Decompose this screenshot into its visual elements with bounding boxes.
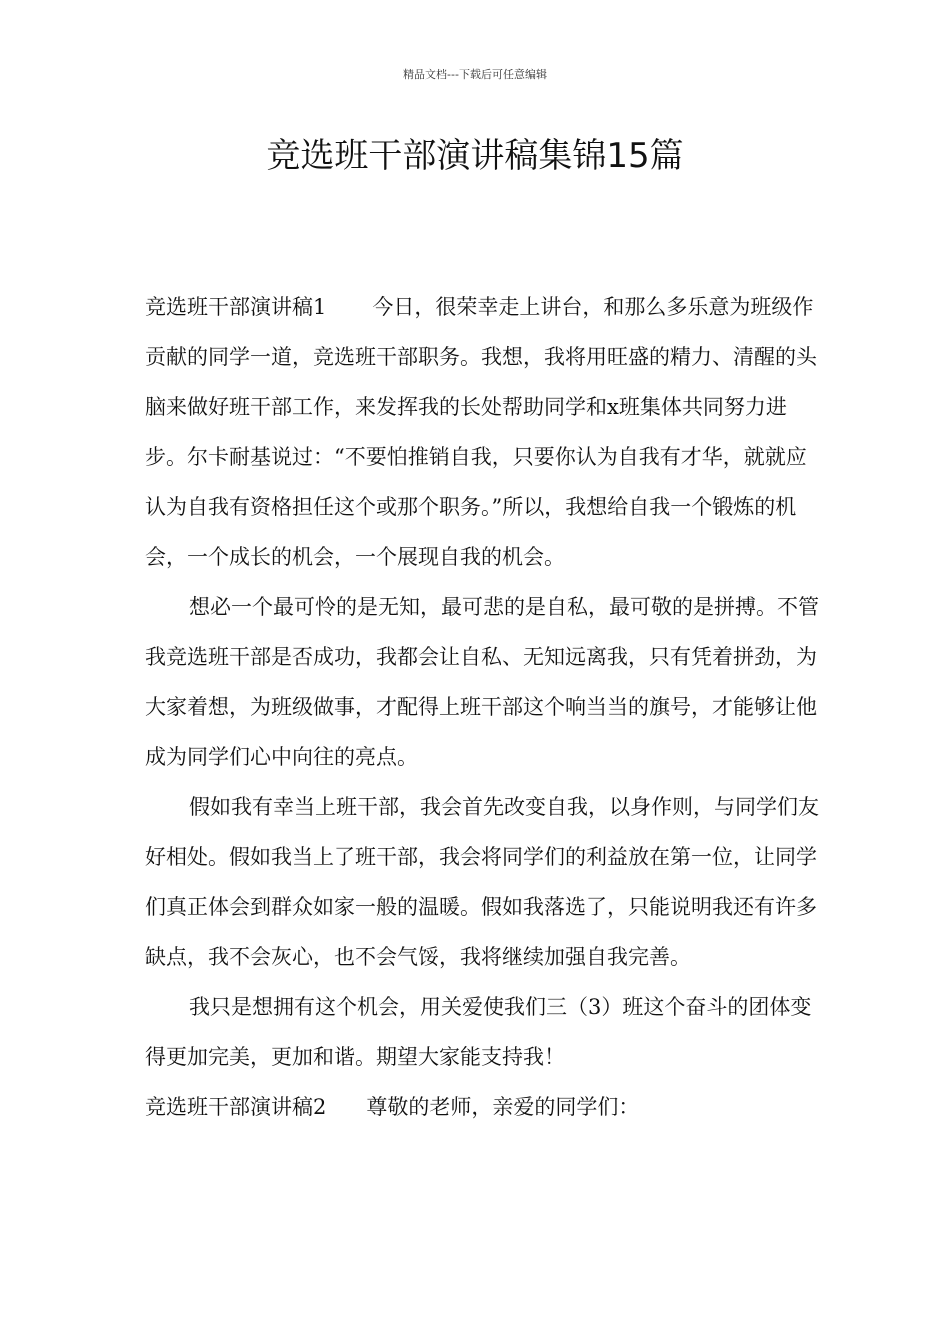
section1-paragraph1: 今日，很荣幸走上讲台，和那么多乐意为班级作贡献的同学一道，竞选班干部职务。我想，我将用旺盛的精力、清醒的头脑来做好班干部工作，来发挥我的长处帮助同学和x班集体共同努力进步。尔卡耐基说过：“不要怕推销自我，只要你认为自我有才华，就就应认为自我有资格担任这个或那个职务。”所以，我想给自我一个锻炼的机会，一个成长的机会，一个展现自我的机会。 — [145, 295, 817, 569]
section1-paragraph4: 我只是想拥有这个机会，用关爱使我们三（3）班这个奋斗的团体变得更加完美，更加和谐。期望大家能支持我！ — [145, 995, 812, 1069]
header-note: 精品文档---下载后可任意编辑 — [403, 68, 547, 81]
document-body — [145, 282, 825, 1132]
document-title: 竞选班干部演讲稿集锦15篇 — [266, 136, 684, 176]
section1-opening-paragraph — [145, 282, 825, 582]
section2-paragraph1: 尊敬的老师，亲爱的同学们： — [366, 1095, 640, 1119]
section2-label: 竞选班干部演讲稿2 — [145, 1095, 327, 1119]
section2-opening-paragraph — [145, 1082, 825, 1132]
section1-label: 竞选班干部演讲稿1 — [145, 295, 327, 319]
section1-paragraph3: 假如我有幸当上班干部，我会首先改变自我，以身作则，与同学们友好相处。假如我当上了班干部，我会将同学们的利益放在第一位，让同学们真正体会到群众如家一般的温暖。假如我落选了，只能说明我还有许多缺点，我不会灰心，也不会气馁，我将继续加强自我完善。 — [145, 795, 819, 969]
section1-paragraph2: 想必一个最可怜的是无知，最可悲的是自私，最可敬的是拼搏。不管我竞选班干部是否成功，我都会让自私、无知远离我，只有凭着拼劲，为大家着想，为班级做事，才配得上班干部这个响当当的旗号，才能够让他成为同学们心中向往的亮点。 — [145, 595, 819, 769]
